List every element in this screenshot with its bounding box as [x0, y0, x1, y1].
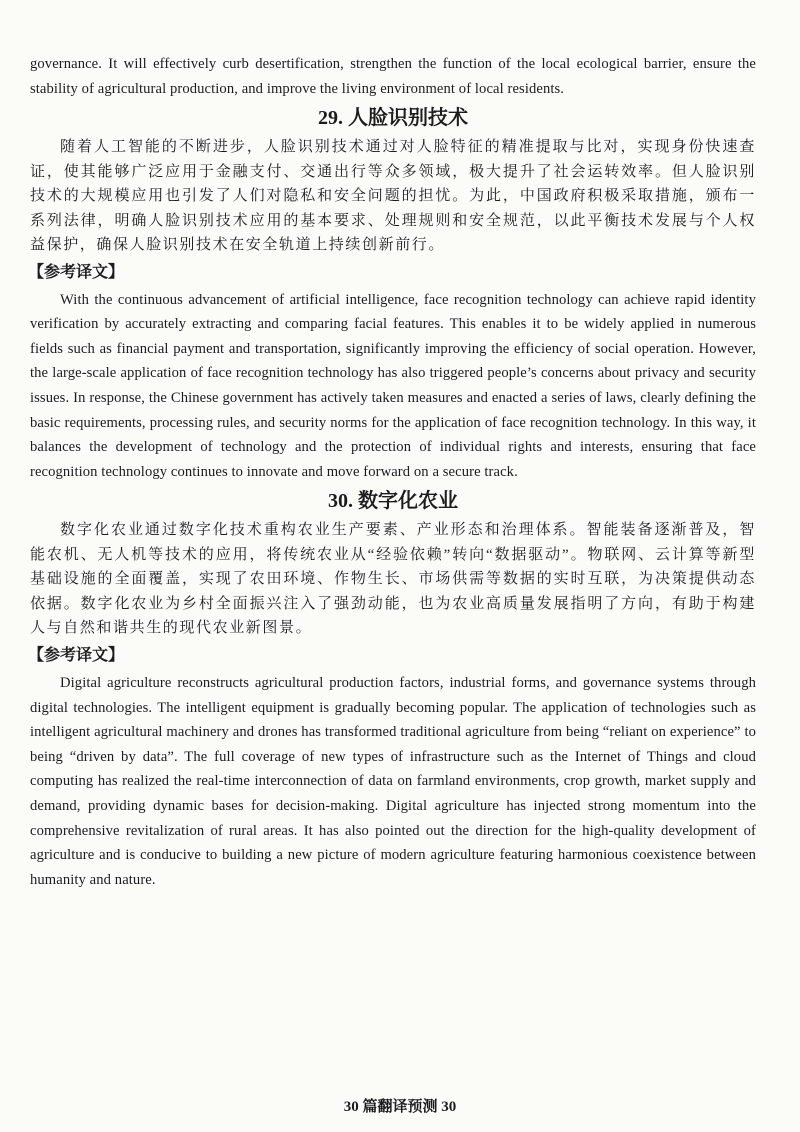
section-30-chinese-text: 数字化农业通过数字化技术重构农业生产要素、产业形态和治理体系。智能装备逐渐普及，智能农机、无人机等技术的应用，将传统农业从“经验依赖”转向“数据驱动”。物联网、云计算等新型基础设施的全面覆盖，实现了农田环境、作物生长、市场供需等数据的实时互联，为决策提供动态依据。数字化农业为乡村全面振兴注入了强劲动能，也为农业高质量发展指明了方向，有助于构建人与自然和谐共生的现代农业新图景。 — [30, 522, 756, 637]
intro-paragraph: governance. It will effectively curb desertification, strengthen the function of the local ecological barrier, ensure the stability of agricultural production, and improve the living environment of local residents. — [30, 56, 756, 97]
section-30-heading: 30. 数字化农业 — [328, 490, 458, 513]
section-29-reference-label: 【参考译文】 — [28, 263, 125, 281]
section-30-english-translation: Digital agriculture reconstructs agricultural production factors, industrial forms, and governance systems through digital technologies. The intelligent equipment is gradually becoming popular. The application of technologies such as intelligent agricultural machinery and drones has transformed traditional agriculture from being “reliant on experience” to being “driven by data”. The full coverage of new types of infrastructure such as the Internet of Things and cloud computing has realized the real-time interconnection of data on farmland environments, crop growth, market supply and demand, providing dynamic bases for decision-making. Digital agriculture has injected strong momentum into the comprehensive revitalization of rural areas. It has also pointed out the direction for the high-quality development of agriculture and is conducive to building a new picture of modern agriculture featuring harmonious coexistence between humanity and nature. — [30, 674, 756, 888]
section-29 — [30, 103, 756, 484]
document-page — [30, 52, 756, 892]
section-29-chinese-text: 随着人工智能的不断进步，人脸识别技术通过对人脸特征的精准提取与比对，实现身份快速查证，使其能够广泛应用于金融支付、交通出行等众多领域，极大提升了社会运转效率。但人脸识别技术的大规模应用也引发了人们对隐私和安全问题的担忧。为此，中国政府积极采取措施，颁布一系列法律，明确人脸识别技术应用的基本要求、处理规则和安全规范，以此平衡技术发展与个人权益保护，确保人脸识别技术在安全轨道上持续创新前行。 — [30, 139, 756, 254]
section-29-heading: 29. 人脸识别技术 — [318, 107, 468, 130]
section-30 — [30, 486, 756, 892]
section-29-english-translation: With the continuous advancement of artificial intelligence, face recognition technology can achieve rapid identity verification by accurately extracting and comparing facial features. This enables it to be widely applied in numerous fields such as financial payment and transportation, significantly improving the efficiency of social operation. However, the large-scale application of face recognition technology has also triggered people’s concerns about privacy and security issues. In response, the Chinese government has actively taken measures and enacted a series of laws, clearly defining the basic requirements, processing rules, and security norms for the application of face recognition technology. In this way, it balances the development of technology and the protection of individual rights and interests, ensuring that face recognition technology continues to innovate and move forward on a secure track. — [30, 291, 756, 480]
page-footer: 30 篇翻译预测 30 — [343, 1099, 457, 1115]
section-30-reference-label: 【参考译文】 — [28, 646, 125, 664]
